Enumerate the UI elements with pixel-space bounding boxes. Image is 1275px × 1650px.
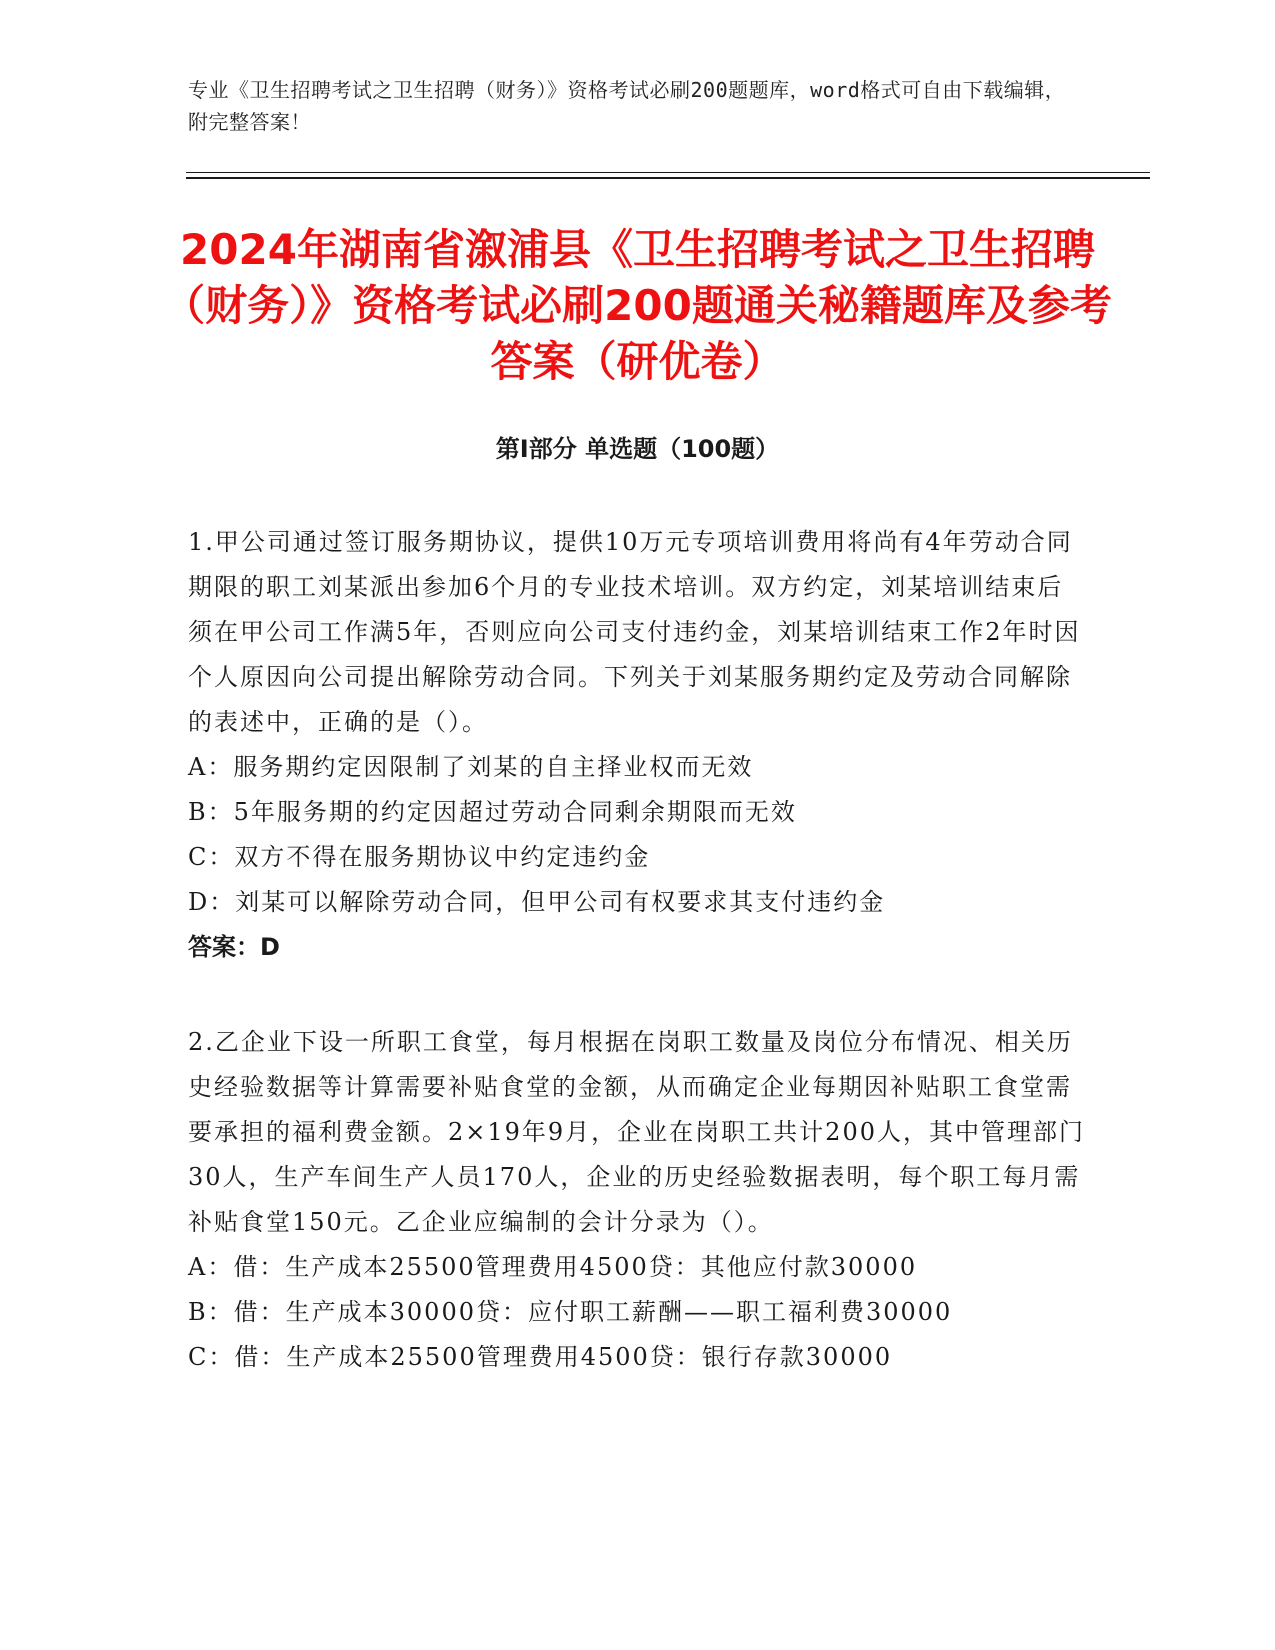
question-stem: 2.乙企业下设一所职工食堂，每月根据在岗职工数量及岗位分布情况、相关历史经验数据等计算需要补贴食堂的金额，从而确定企业每期因补贴职工食堂需要承担的福利费金额。2×19年9月，企业在岗职工共计200人，其中管理部门30人，生产车间生产人员170人，企业的历史经验数据表明，每个职工每月需补贴食堂150元。乙企业应编制的会计分录为（）。 xyxy=(188,1028,1085,1236)
option-c: C：借：生产成本25500管理费用4500贷：银行存款30000 xyxy=(188,1343,893,1371)
question-1 xyxy=(188,520,1088,970)
answer: 答案：D xyxy=(188,933,280,961)
header-rule-thin xyxy=(186,172,1150,173)
header-note: 专业《卫生招聘考试之卫生招聘（财务）》资格考试必刷200题题库，word格式可自由下载编辑，附完整答案！ xyxy=(188,78,1066,134)
option-a: A：服务期约定因限制了刘某的自主择业权而无效 xyxy=(188,753,754,781)
option-b: B：5年服务期的约定因超过劳动合同剩余期限而无效 xyxy=(188,798,797,826)
option-b: B：借：生产成本30000贷：应付职工薪酬——职工福利费30000 xyxy=(188,1298,953,1326)
question-stem: 1.甲公司通过签订服务期协议，提供10万元专项培训费用将尚有4年劳动合同期限的职工刘某派出参加6个月的专业技术培训。双方约定，刘某培训结束后须在甲公司工作满5年，否则应向公司支付违约金，刘某培训结束工作2年时因个人原因向公司提出解除劳动合同。下列关于刘某服务期约定及劳动合同解除的表述中，正确的是（）。 xyxy=(188,528,1081,736)
option-d: D：刘某可以解除劳动合同，但甲公司有权要求其支付违约金 xyxy=(188,888,886,916)
document-title: 2024年湖南省溆浦县《卫生招聘考试之卫生招聘（财务）》资格考试必刷200题通关秘籍题库及参考答案（研优卷） xyxy=(163,225,1112,386)
header-rule-thick xyxy=(186,177,1150,179)
section-title: 第I部分 单选题（100题） xyxy=(495,435,780,463)
question-list xyxy=(188,520,1088,1430)
option-c: C：双方不得在服务期协议中约定违约金 xyxy=(188,843,651,871)
option-a: A：借：生产成本25500管理费用4500贷：其他应付款30000 xyxy=(188,1253,918,1281)
question-2 xyxy=(188,1020,1088,1380)
